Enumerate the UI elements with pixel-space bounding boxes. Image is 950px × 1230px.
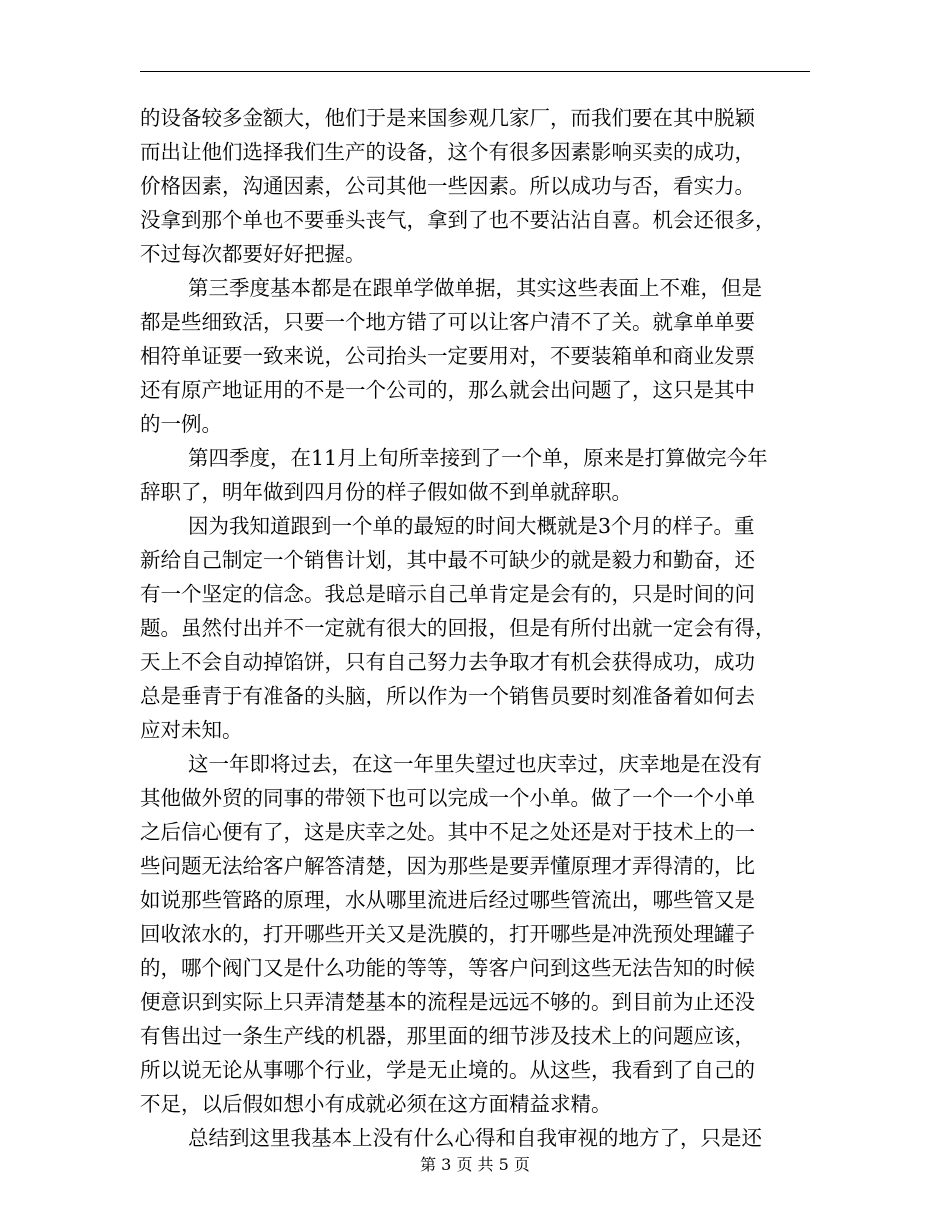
text-line: 回收浓水的，打开哪些开关又是洗膜的，打开哪些是冲洗预处理罐子 bbox=[140, 922, 755, 946]
text-line: 都是些细致活，只要一个地方错了可以让客户清不了关。就拿单单要 bbox=[140, 310, 755, 334]
text-line: 而出让他们选择我们生产的设备，这个有很多因素影响买卖的成功， bbox=[140, 140, 755, 164]
text-line: 天上不会自动掉馅饼，只有自己努力去争取才有机会获得成功，成功 bbox=[140, 650, 755, 674]
text-line: 还有原产地证用的不是一个公司的，那么就会出问题了，这只是其中 bbox=[140, 378, 755, 402]
text-line: 之后信心便有了，这是庆幸之处。其中不足之处还是对于技术上的一 bbox=[140, 820, 755, 844]
text-line: 新给自己制定一个销售计划，其中最不可缺少的就是毅力和勤奋，还 bbox=[140, 548, 755, 572]
text-line: 没拿到那个单也不要垂头丧气，拿到了也不要沾沾自喜。机会还很多， bbox=[140, 208, 776, 232]
text-line: 相符单证要一致来说，公司抬头一定要用对，不要装箱单和商业发票 bbox=[140, 344, 755, 368]
text-line: 有一个坚定的信念。我总是暗示自己单肯定是会有的，只是时间的问 bbox=[140, 582, 755, 606]
text-line: 不足，以后假如想小有成就必须在这方面精益求精。 bbox=[140, 1092, 612, 1116]
paragraph-first-line: 第四季度，在11月上旬所幸接到了一个单，原来是打算做完今年 bbox=[188, 446, 768, 470]
text-line: 总是垂青于有准备的头脑，所以作为一个销售员要时刻准备着如何去 bbox=[140, 684, 755, 708]
text-line: 如说那些管路的原理，水从哪里流进后经过哪些管流出，哪些管又是 bbox=[140, 888, 755, 912]
text-line: 价格因素，沟通因素，公司其他一些因素。所以成功与否，看实力。 bbox=[140, 174, 755, 198]
text-line: 的一例。 bbox=[140, 412, 222, 436]
text-line: 便意识到实际上只弄清楚基本的流程是远远不够的。到目前为止还没 bbox=[140, 990, 755, 1014]
text-line: 题。虽然付出并不一定就有很大的回报，但是有所付出就一定会有得， bbox=[140, 616, 776, 640]
paragraph-first-line: 这一年即将过去，在这一年里失望过也庆幸过，庆幸地是在没有 bbox=[188, 752, 762, 776]
page-footer: 第 3 页 共 5 页 bbox=[420, 1155, 530, 1174]
text-line: 不过每次都要好好把握。 bbox=[140, 242, 366, 266]
document-body bbox=[140, 101, 810, 1155]
text-line: 应对未知。 bbox=[140, 718, 243, 742]
text-line: 所以说无论从事哪个行业，学是无止境的。从这些，我看到了自己的 bbox=[140, 1058, 755, 1082]
header-rule bbox=[140, 71, 810, 72]
paragraph-first-line: 第三季度基本都是在跟单学做单据，其实这些表面上不难，但是 bbox=[188, 276, 762, 300]
text-line: 有售出过一条生产线的机器，那里面的细节涉及技术上的问题应该， bbox=[140, 1024, 755, 1048]
text-line: 的，哪个阀门又是什么功能的等等，等客户问到这些无法告知的时候 bbox=[140, 956, 755, 980]
paragraph-first-line: 总结到这里我基本上没有什么心得和自我审视的地方了，只是还 bbox=[188, 1126, 762, 1150]
text-line: 的设备较多金额大，他们于是来国参观几家厂，而我们要在其中脱颖 bbox=[140, 106, 755, 130]
text-line: 其他做外贸的同事的带领下也可以完成一个小单。做了一个一个小单 bbox=[140, 786, 755, 810]
text-line: 些问题无法给客户解答清楚，因为那些是要弄懂原理才弄得清的，比 bbox=[140, 854, 755, 878]
text-line: 辞职了，明年做到四月份的样子假如做不到单就辞职。 bbox=[140, 480, 632, 504]
paragraph-first-line: 因为我知道跟到一个单的最短的时间大概就是3个月的样子。重 bbox=[188, 514, 755, 538]
